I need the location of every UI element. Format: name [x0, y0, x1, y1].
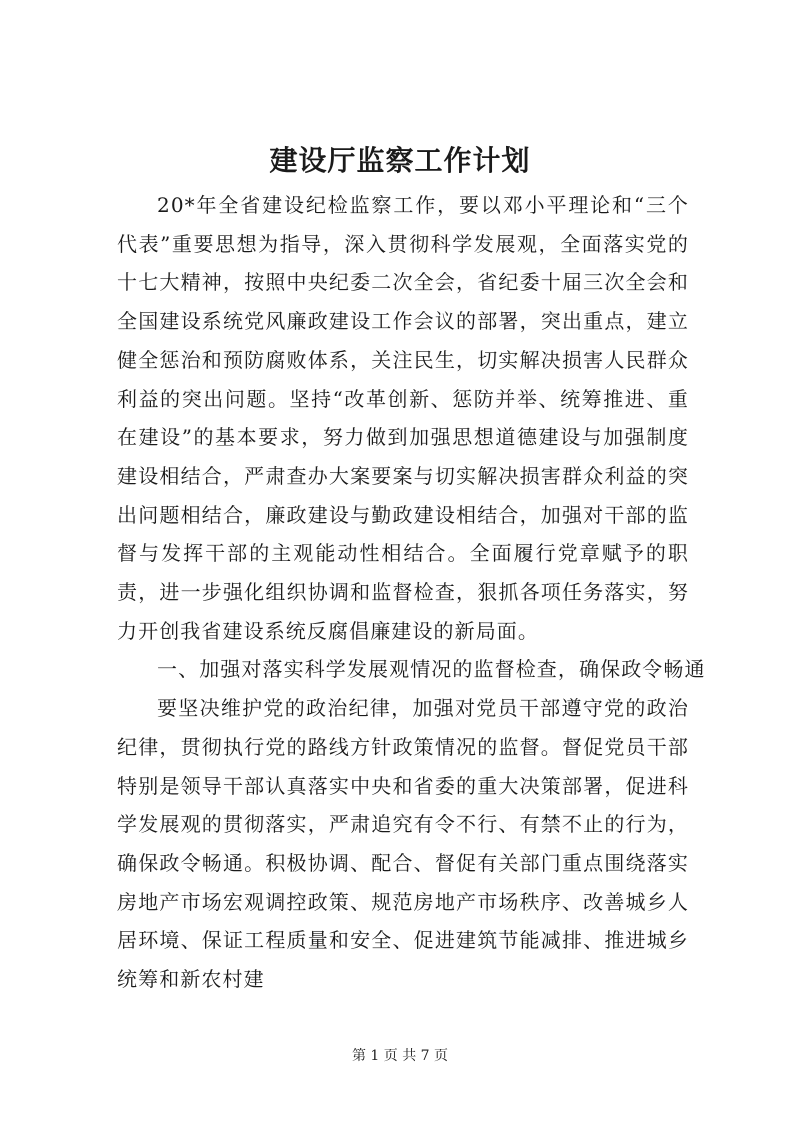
intro-paragraph: 20*年全省建设纪检监察工作，要以邓小平理论和“三个代表”重要思想为指导，深入贯彻科学发展观，全面落实党的十七大精神，按照中央纪委二次全会，省纪委十届三次全会和全国建设系统党风廉政建设工作会议的部署，突出重点，建立健全惩治和预防腐败体系，关注民生，切实解决损害人民群众利益的突出问题。坚持“改革创新、惩防并举、统筹推进、重在建设”的基本要求，努力做到加强思想道德建设与加强制度建设相结合，严肃查办大案要案与切实解决损害群众利益的突出问题相结合，廉政建设与勤政建设相结合，加强对干部的监督与发挥干部的主观能动性相结合。全面履行党章赋予的职责，进一步强化组织协调和监督检查，狠抓各项任务落实，努力开创我省建设系统反腐倡廉建设的新局面。	[117, 193, 689, 643]
document-title: 建设厅监察工作计划	[269, 144, 531, 177]
section-paragraph: 要坚决维护党的政治纪律，加强对党员干部遵守党的政治纪律，贯彻执行党的路线方针政策情况的监督。督促党员干部特别是领导干部认真落实中央和省委的重大决策部署，促进科学发展观的贯彻落实，严肃追究有令不行、有禁不止的行为，确保政令畅通。积极协调、配合、督促有关部门重点围绕落实房地产市场宏观调控政策、规范房地产市场秩序、改善城乡人居环境、保证工程质量和安全、促进建筑节能减排、推进城乡统筹和新农村建	[117, 696, 689, 992]
document-body	[117, 186, 706, 999]
page-number-footer: 第 1 页 共 7 页	[351, 1048, 449, 1064]
section-heading: 一、加强对落实科学发展观情况的监督检查，确保政令畅通	[157, 657, 706, 682]
